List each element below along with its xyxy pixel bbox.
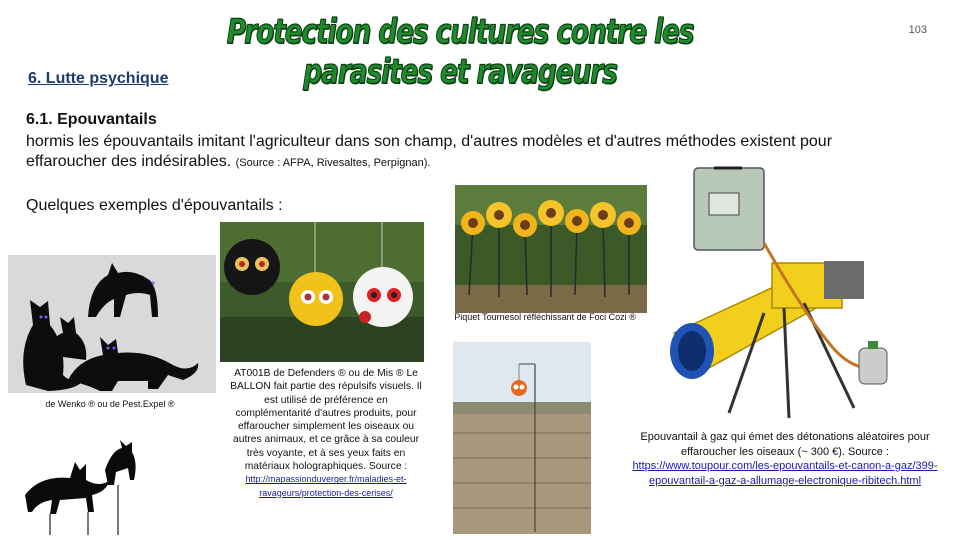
page-title: Protection des cultures contre les parasites et ravageurs — [226, 12, 694, 92]
cannon-caption — [630, 430, 940, 488]
scare-balloons-image — [220, 222, 424, 362]
field-balloon-image — [453, 342, 591, 534]
balloon-source-link[interactable]: http://mapassionduverger.fr/maladies-et-ravageurs/protection-des-cerises/ — [245, 474, 407, 498]
small-cat-silhouettes-image — [20, 440, 140, 535]
subheading: 6.1. Epouvantails — [26, 111, 157, 128]
balloon-caption-text: AT001B de Defenders ® ou de Mis ® Le BALLON fait partie des répulsifs visuels. Il est utilisé de préférence en complémentarité d'autres produits, pour effaroucher simplement les oiseaux ou autres animaux, et ce grâce à sa couleur très voyante, et à ses yeux faits en matériaux holographiques. Source : — [230, 368, 422, 473]
cannon-source-link[interactable]: https://www.toupour.com/les-epouvantails-et-canon-a-gaz/399-epouvantail-a-gaz-a-allumage-electronique-ribitech.html — [632, 460, 938, 487]
section-heading: 6. Lutte psychique — [28, 70, 169, 87]
balloon-caption — [226, 367, 426, 500]
intro-source: (Source : AFPA, Rivesaltes, Perpignan). — [235, 157, 431, 169]
sunflower-stakes-image — [455, 185, 647, 313]
cat-scarecrow-image — [8, 255, 216, 393]
examples-label: Quelques exemples d'épouvantails : — [26, 197, 283, 214]
gas-cannon-image — [654, 163, 916, 421]
cats-caption: de Wenko ® ou de Pest.Expel ® — [45, 399, 175, 409]
sunflower-caption: Piquet Tournesol réfléchissant de Foci Cozi ® — [454, 312, 636, 322]
page-number: 103 — [908, 24, 927, 36]
intro-text: hormis les épouvantails imitant l'agriculteur dans son champ, d'autres modèles et d'autres méthodes existent pour effaroucher des indésirables. — [26, 133, 833, 170]
cannon-caption-text: Epouvantail à gaz qui émet des détonations aléatoires pour effaroucher les oiseaux (~ 300 €). Source : — [640, 431, 930, 458]
